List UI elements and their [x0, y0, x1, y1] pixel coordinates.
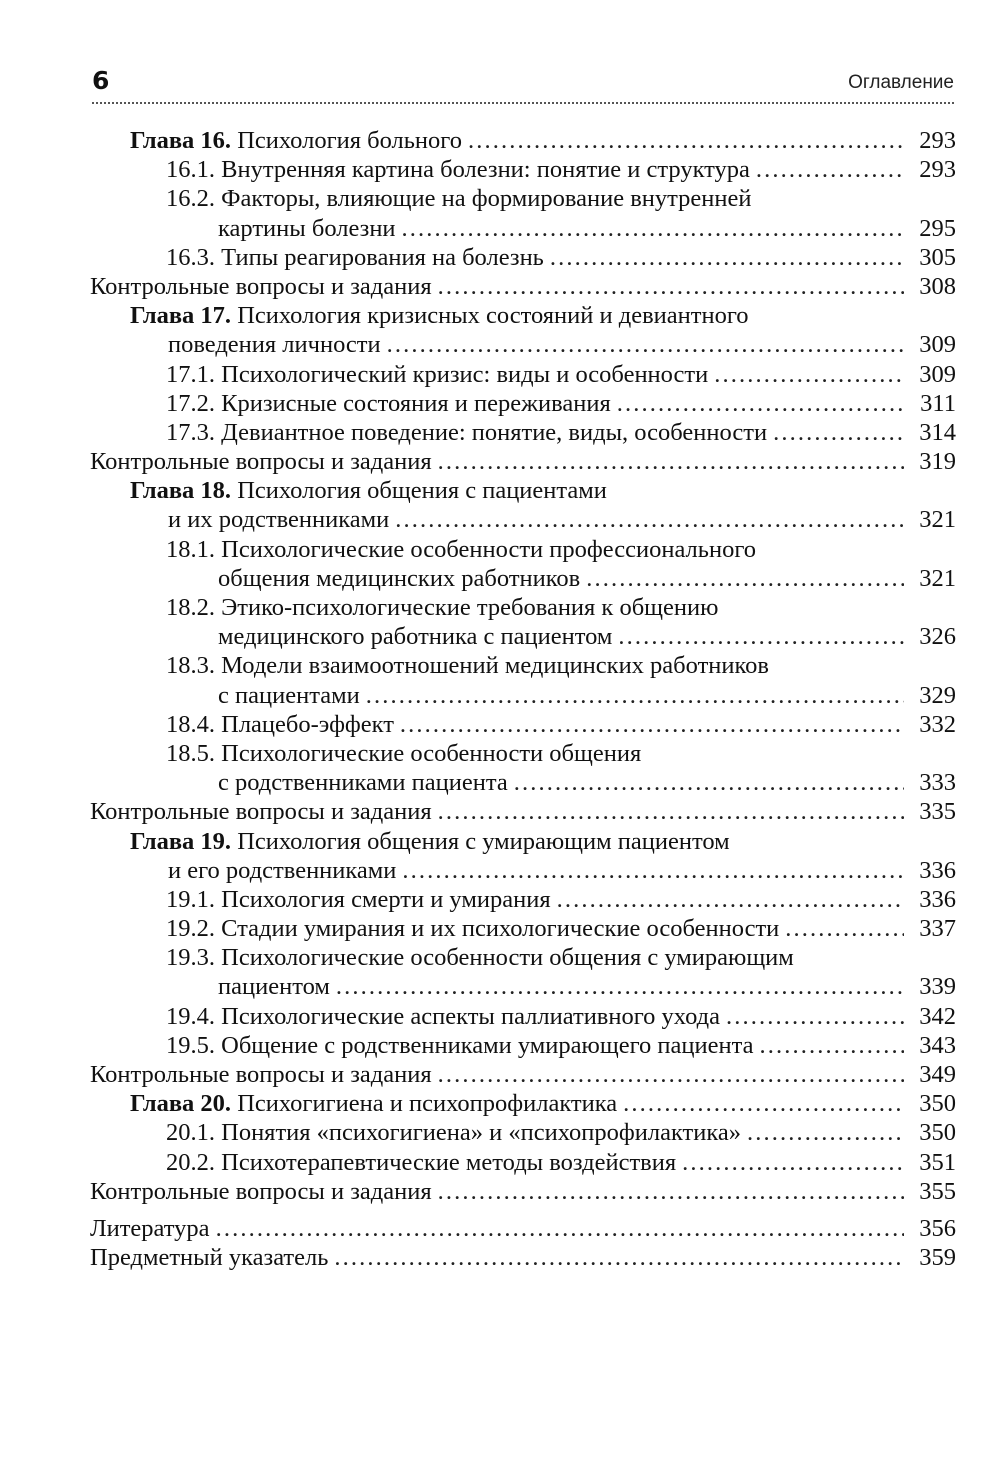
leader-dots	[216, 1214, 904, 1243]
page-ref: 293	[919, 127, 956, 154]
toc-chapter-17[interactable]	[90, 301, 956, 330]
section-title: 17.3. Девиантное поведение: понятие, виды, особенности	[166, 418, 768, 446]
leader-dots	[514, 768, 904, 797]
toc-section-17-3[interactable]	[90, 418, 956, 447]
section-title: 18.5. Психологические особенности общения	[166, 739, 642, 767]
leader-dots	[336, 972, 904, 1001]
page-ref: 309	[919, 331, 956, 359]
toc-section-19-1[interactable]	[90, 885, 956, 914]
table-of-contents	[90, 126, 956, 1272]
page-ref: 293	[919, 156, 956, 184]
questions-title: Контрольные вопросы и задания	[90, 1061, 432, 1088]
toc-questions-19[interactable]	[90, 1060, 956, 1089]
toc-section-18-1[interactable]	[90, 535, 956, 564]
page-ref: 311	[920, 389, 956, 417]
index-title: Предметный указатель	[90, 1244, 329, 1272]
toc-section-16-2[interactable]	[90, 184, 956, 213]
toc-section-18-2-cont[interactable]	[90, 622, 956, 651]
toc-section-19-5[interactable]	[90, 1031, 956, 1060]
leader-dots	[726, 1002, 904, 1031]
leader-dots	[623, 1089, 904, 1118]
toc-section-18-2[interactable]	[90, 593, 956, 622]
toc-chapter-20[interactable]	[90, 1089, 956, 1118]
page-ref: 349	[919, 1061, 956, 1088]
literature-title: Литература	[90, 1214, 210, 1242]
section-title-cont: медицинского работника с пациентом	[218, 623, 613, 651]
leader-dots	[747, 1118, 904, 1147]
chapter-label: Глава 20.	[130, 1090, 232, 1118]
chapter-title-cont: и его родственниками	[168, 856, 397, 884]
section-title-cont: пациентом	[218, 973, 330, 1001]
toc-chapter-18-cont[interactable]	[90, 505, 956, 534]
page-number: 6	[92, 66, 110, 95]
leader-dots	[395, 505, 904, 534]
chapter-title: Психология кризисных состояний и девиантного	[237, 302, 749, 330]
questions-title: Контрольные вопросы и задания	[90, 1177, 432, 1205]
leader-dots	[550, 243, 904, 272]
leader-dots	[618, 622, 904, 651]
spacer	[90, 1206, 956, 1214]
section-title: 19.3. Психологические особенности общения с умирающим	[166, 944, 794, 972]
page-ref: 355	[919, 1177, 956, 1205]
page-ref: 359	[919, 1244, 956, 1272]
page-ref: 342	[919, 1002, 956, 1030]
leader-dots	[759, 1031, 904, 1060]
page-ref: 326	[919, 623, 956, 651]
leader-dots	[756, 155, 904, 184]
section-title: 19.4. Психологические аспекты паллиативного ухода	[166, 1002, 721, 1030]
toc-questions-16[interactable]	[90, 272, 956, 301]
chapter-title: Психология общения с умирающим пациентом	[237, 827, 730, 855]
leader-dots	[334, 1243, 904, 1272]
toc-section-18-1-cont[interactable]	[90, 564, 956, 593]
chapter-label: Глава 16.	[130, 127, 232, 154]
page-ref: 350	[919, 1119, 956, 1147]
toc-questions-20[interactable]	[90, 1177, 956, 1206]
section-title: 18.2. Этико-психологические требования к общению	[166, 594, 719, 621]
toc-section-18-5[interactable]	[90, 739, 956, 768]
page-ref: 308	[919, 272, 956, 300]
running-title: Оглавление	[848, 72, 954, 93]
page-ref: 335	[919, 798, 956, 826]
toc-section-16-2-cont[interactable]	[90, 214, 956, 243]
page-ref: 333	[919, 769, 956, 797]
leader-dots	[400, 710, 904, 739]
chapter-label: Глава 19.	[130, 827, 232, 855]
questions-title: Контрольные вопросы и задания	[90, 798, 432, 826]
page-ref: 321	[919, 564, 956, 592]
toc-chapter-19[interactable]	[90, 827, 956, 856]
section-title: 16.2. Факторы, влияющие на формирование внутренней	[166, 185, 752, 213]
toc-section-17-1[interactable]	[90, 360, 956, 389]
page-ref: 356	[919, 1214, 956, 1242]
leader-dots	[468, 126, 904, 155]
toc-section-20-2[interactable]	[90, 1148, 956, 1177]
toc-section-19-3[interactable]	[90, 943, 956, 972]
toc-chapter-17-cont[interactable]	[90, 330, 956, 359]
toc-section-18-3[interactable]	[90, 651, 956, 680]
leader-dots	[773, 418, 904, 447]
page-ref: 351	[919, 1148, 956, 1176]
toc-literature[interactable]	[90, 1214, 956, 1243]
toc-section-18-4[interactable]	[90, 710, 956, 739]
section-title: 18.3. Модели взаимоотношений медицинских работников	[166, 652, 769, 680]
chapter-title-cont: поведения личности	[168, 331, 381, 359]
toc-section-16-1[interactable]	[90, 155, 956, 184]
section-title-cont: общения медицинских работников	[218, 564, 581, 592]
section-title: 16.1. Внутренняя картина болезни: понятие и структура	[166, 156, 750, 184]
chapter-label: Глава 17.	[130, 302, 232, 330]
section-title: 20.2. Психотерапевтические методы воздействия	[166, 1148, 677, 1176]
leader-dots	[586, 564, 904, 593]
page-ref: 314	[919, 418, 956, 446]
section-title: 19.5. Общение с родственниками умирающего пациента	[166, 1031, 754, 1059]
toc-section-18-5-cont[interactable]	[90, 768, 956, 797]
toc-questions-17[interactable]	[90, 447, 956, 476]
leader-dots	[617, 389, 904, 418]
page-ref: 337	[919, 915, 956, 943]
toc-chapter-16[interactable]	[90, 126, 956, 155]
leader-dots	[785, 914, 904, 943]
leader-dots	[714, 360, 904, 389]
section-title: 17.2. Кризисные состояния и переживания	[166, 389, 611, 417]
section-title: 18.4. Плацебо-эффект	[166, 710, 394, 738]
questions-title: Контрольные вопросы и задания	[90, 272, 432, 300]
toc-section-17-2[interactable]	[90, 389, 956, 418]
section-title: 16.3. Типы реагирования на болезнь	[166, 243, 544, 271]
toc-section-19-2[interactable]	[90, 914, 956, 943]
chapter-title: Психогигиена и психопрофилактика	[237, 1090, 618, 1118]
page-ref: 305	[919, 243, 956, 271]
leader-dots	[402, 856, 904, 885]
page-ref: 319	[919, 448, 956, 476]
toc-chapter-18[interactable]	[90, 476, 956, 505]
section-title-cont: с пациентами	[218, 681, 360, 709]
page-ref: 329	[919, 681, 956, 709]
leader-dots	[438, 1177, 904, 1206]
page-ref: 309	[919, 360, 956, 388]
leader-dots	[366, 681, 904, 710]
page-ref: 336	[919, 856, 956, 884]
chapter-title: Психология больного	[237, 127, 462, 154]
page-ref: 332	[919, 710, 956, 738]
section-title-cont: картины болезни	[218, 214, 396, 242]
leader-dots	[557, 885, 904, 914]
chapter-title-cont: и их родственниками	[168, 506, 390, 534]
page-ref: 339	[919, 973, 956, 1001]
page-ref: 336	[919, 885, 956, 913]
page-ref: 350	[919, 1090, 956, 1118]
toc-section-20-1[interactable]	[90, 1118, 956, 1147]
page-ref: 321	[919, 506, 956, 534]
page-header	[92, 62, 954, 104]
leader-dots	[438, 1060, 904, 1089]
leader-dots	[438, 272, 904, 301]
leader-dots	[682, 1148, 904, 1177]
section-title: 18.1. Психологические особенности профессионального	[166, 535, 757, 563]
section-title: 19.1. Психология смерти и умирания	[166, 885, 551, 913]
toc-section-19-4[interactable]	[90, 1002, 956, 1031]
chapter-title: Психология общения с пациентами	[237, 477, 607, 505]
section-title-cont: с родственниками пациента	[218, 769, 508, 797]
section-title: 19.2. Стадии умирания и их психологические особенности	[166, 915, 780, 943]
questions-title: Контрольные вопросы и задания	[90, 448, 432, 476]
leader-dots	[438, 447, 904, 476]
page-ref: 295	[919, 214, 956, 242]
chapter-label: Глава 18.	[130, 477, 232, 505]
toc-chapter-19-cont[interactable]	[90, 856, 956, 885]
toc-subject-index[interactable]	[90, 1243, 956, 1272]
toc-questions-18[interactable]	[90, 797, 956, 826]
leader-dots	[402, 214, 904, 243]
section-title: 20.1. Понятия «психогигиена» и «психопрофилактика»	[166, 1119, 742, 1147]
leader-dots	[438, 797, 904, 826]
leader-dots	[387, 330, 904, 359]
section-title: 17.1. Психологический кризис: виды и особенности	[166, 360, 709, 388]
toc-section-19-3-cont[interactable]	[90, 972, 956, 1001]
page-ref: 343	[919, 1031, 956, 1059]
toc-section-18-3-cont[interactable]	[90, 681, 956, 710]
toc-section-16-3[interactable]	[90, 243, 956, 272]
